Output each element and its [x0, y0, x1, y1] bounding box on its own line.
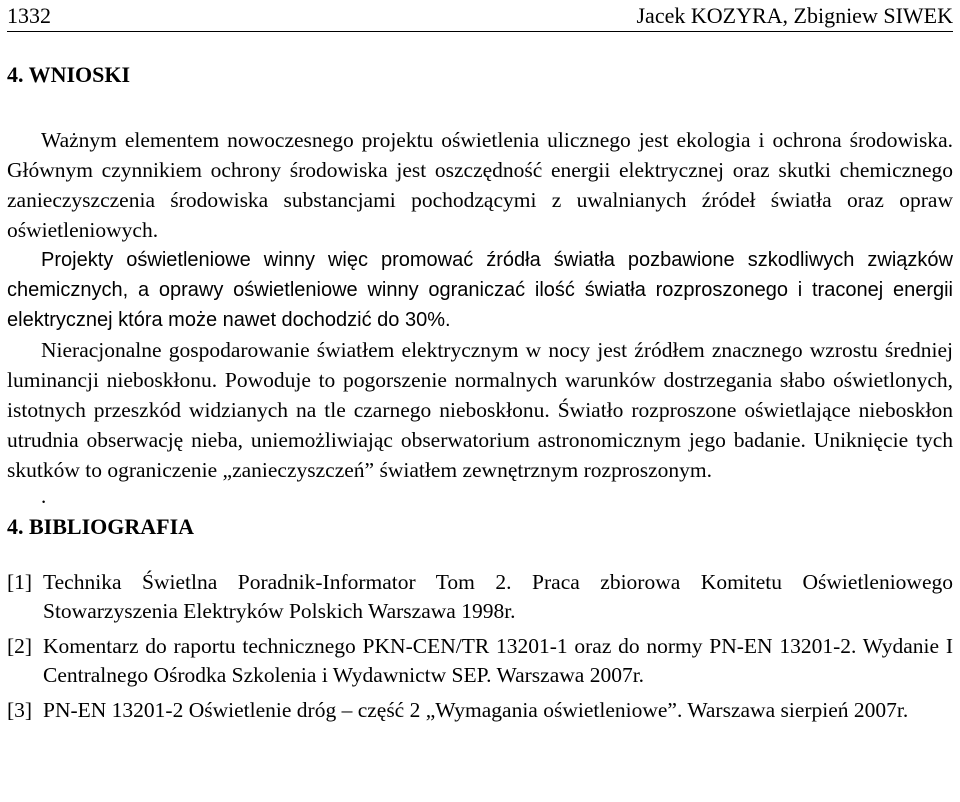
paper-page: [7, 0, 953, 731]
bibliography-entry: [7, 696, 953, 725]
bibliography-entry: [7, 632, 953, 690]
conclusions-paragraph-3: Nieracjonalne gospodarowanie światłem elektrycznym w nocy jest źródłem znacznego wzrostu średniej luminancji nieboskłonu. Powoduje to pogorszenie normalnych warunków dostrzegania słabo oświetlonych, istotnych przeszkód widzianych na tle czarnego nieboskłonu. Światło rozproszone oświetlające nieboskłon utrudnia obserwację nieba, uniemożliwiając obserwatorium astronomicznym jego badanie. Uniknięcie tych skutków to ograniczenie „zanieczyszczeń” światłem zewnętrznym rozproszonym.: [7, 338, 953, 482]
bibliography-list: [7, 568, 953, 725]
conclusions-paragraph-2: Projekty oświetleniowe winny więc promować źródła światła pozbawione szkodliwych związków chemicznych, a oprawy oświetleniowe winny ograniczać ilość światła rozproszonego i traconej energii elektrycznej która może nawet dochodzić do 30%.: [7, 249, 953, 331]
running-header: [7, 0, 953, 32]
bibliography-entry-number: [2]: [7, 634, 33, 658]
bibliography-heading: 4. BIBLIOGRAFIA: [7, 514, 195, 539]
page-number: 1332: [7, 3, 51, 28]
bibliography-entry-text: Technika Świetlna Poradnik-Informator Tom 2. Praca zbiorowa Komitetu Oświetleniowego Stowarzyszenia Elektryków Polskich Warszawa 1998r.: [43, 570, 953, 623]
conclusions-heading: 4. WNIOSKI: [7, 62, 131, 87]
header-authors: Jacek KOZYRA, Zbigniew SIWEK: [636, 3, 953, 28]
bibliography-entry-number: [3]: [7, 698, 33, 722]
bibliography-entry: [7, 568, 953, 626]
stray-dot: .: [41, 484, 47, 508]
conclusions-paragraph-1: Ważnym elementem nowoczesnego projektu oświetlenia ulicznego jest ekologia i ochrona środowiska. Głównym czynnikiem ochrony środowiska jest oszczędność energii elektrycznej oraz skutki chemicznego zanieczyszczenia środowiska substancjami pochodzącymi z uwalnianych źródeł światła oraz opraw oświetleniowych.: [7, 128, 953, 242]
bibliography-entry-text: Komentarz do raportu technicznego PKN-CEN/TR 13201-1 oraz do normy PN-EN 13201-2. Wydanie I Centralnego Ośrodka Szkolenia i Wydawnictw SEP. Warszawa 2007r.: [43, 634, 953, 687]
bibliography-entry-text: PN-EN 13201-2 Oświetlenie dróg – część 2 „Wymagania oświetleniowe”. Warszawa sierpień 2007r.: [43, 698, 909, 722]
bibliography-entry-number: [1]: [7, 570, 33, 594]
